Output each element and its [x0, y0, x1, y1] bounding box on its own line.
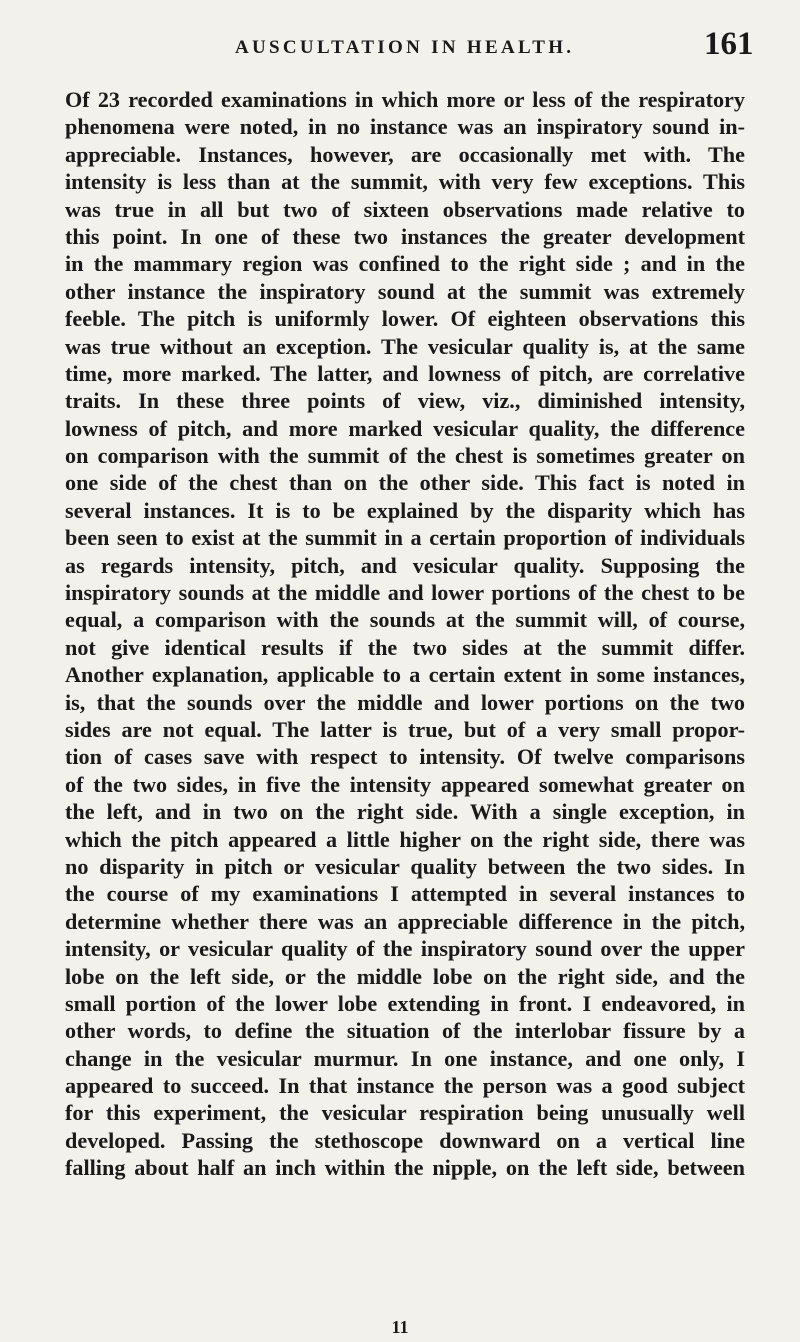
text-line: of the two sides, in five the intensity appeared somewhat greater on — [65, 771, 745, 797]
text-line: small portion of the lower lobe extending in front. I endeavored, in — [65, 990, 745, 1016]
text-line: intensity is less than at the summit, with very few exceptions. This — [65, 169, 745, 195]
text-line: time, more marked. The latter, and lowness of pitch, are correlative — [65, 360, 745, 386]
text-line: tion of cases save with respect to intensity. Of twelve comparisons — [65, 744, 745, 770]
text-line: inspiratory sounds at the middle and lower portions of the chest to be — [65, 580, 745, 606]
text-line: as regards intensity, pitch, and vesicular quality. Supposing the — [65, 552, 745, 578]
text-line: the left, and in two on the right side. With a single exception, in — [65, 799, 745, 825]
text-line: lobe on the left side, or the middle lobe on the right side, and the — [65, 963, 745, 989]
text-line: intensity, or vesicular quality of the inspiratory sound over the upper — [65, 936, 745, 962]
text-line: Of 23 recorded examinations in which more or less of the respiratory — [65, 87, 745, 112]
text-line: in the mammary region was confined to the right side ; and in the — [65, 251, 745, 277]
text-line: one side of the chest than on the other side. This fact is noted in — [65, 470, 745, 496]
text-line: on comparison with the summit of the chest is sometimes greater on — [65, 443, 745, 469]
text-line: feeble. The pitch is uniformly lower. Of eighteen observations this — [65, 306, 745, 332]
text-line: not give identical results if the two sides at the summit differ. — [65, 634, 745, 660]
text-line: falling about half an inch within the nipple, on the left side, between — [65, 1155, 745, 1181]
text-line: other words, to define the situation of the interlobar fissure by a — [65, 1018, 745, 1044]
text-line: was true in all but two of sixteen observations made relative to — [65, 196, 745, 222]
text-line: sides are not equal. The latter is true, but of a very small propor- — [65, 716, 745, 742]
text-line: which the pitch appeared a little higher on the right side, there was — [65, 826, 745, 852]
text-line: the course of my examinations I attempted in several instances to — [65, 881, 745, 907]
text-line: traits. In these three points of view, viz., diminished intensity, — [65, 388, 745, 414]
text-line: no disparity in pitch or vesicular quality between the two sides. In — [65, 853, 745, 879]
running-head: AUSCULTATION IN HEALTH. — [235, 37, 575, 58]
text-line: for this experiment, the vesicular respiration being unusually well — [65, 1100, 745, 1126]
page-header — [0, 24, 800, 68]
text-line: this point. In one of these two instances the greater development — [65, 223, 745, 249]
text-line: several instances. It is to be explained by the disparity which has — [65, 497, 745, 523]
text-line: was true without an exception. The vesicular quality is, at the same — [65, 333, 745, 359]
text-line: determine whether there was an appreciable difference in the pitch, — [65, 908, 745, 934]
text-line: is, that the sounds over the middle and lower portions on the two — [65, 689, 745, 715]
page-number: 161 — [704, 26, 754, 62]
signature-mark: 11 — [391, 1317, 409, 1337]
text-line: change in the vesicular murmur. In one instance, and one only, I — [65, 1045, 745, 1071]
text-line: been seen to exist at the summit in a certain proportion of individuals — [65, 525, 745, 551]
text-line: appeared to succeed. In that instance the person was a good subject — [65, 1073, 745, 1099]
body-paragraph — [65, 86, 745, 1182]
text-line: developed. Passing the stethoscope downward on a vertical line — [65, 1127, 745, 1153]
text-line: appreciable. Instances, however, are occasionally met with. The — [65, 141, 745, 167]
text-line: Another explanation, applicable to a certain extent in some instances, — [65, 662, 745, 688]
text-line: other instance the inspiratory sound at the summit was extremely — [65, 278, 745, 304]
text-line: phenomena were noted, in no instance was an inspiratory sound in- — [65, 114, 745, 140]
text-line: lowness of pitch, and more marked vesicular quality, the difference — [65, 415, 745, 441]
text-line: equal, a comparison with the sounds at the summit will, of course, — [65, 607, 745, 633]
